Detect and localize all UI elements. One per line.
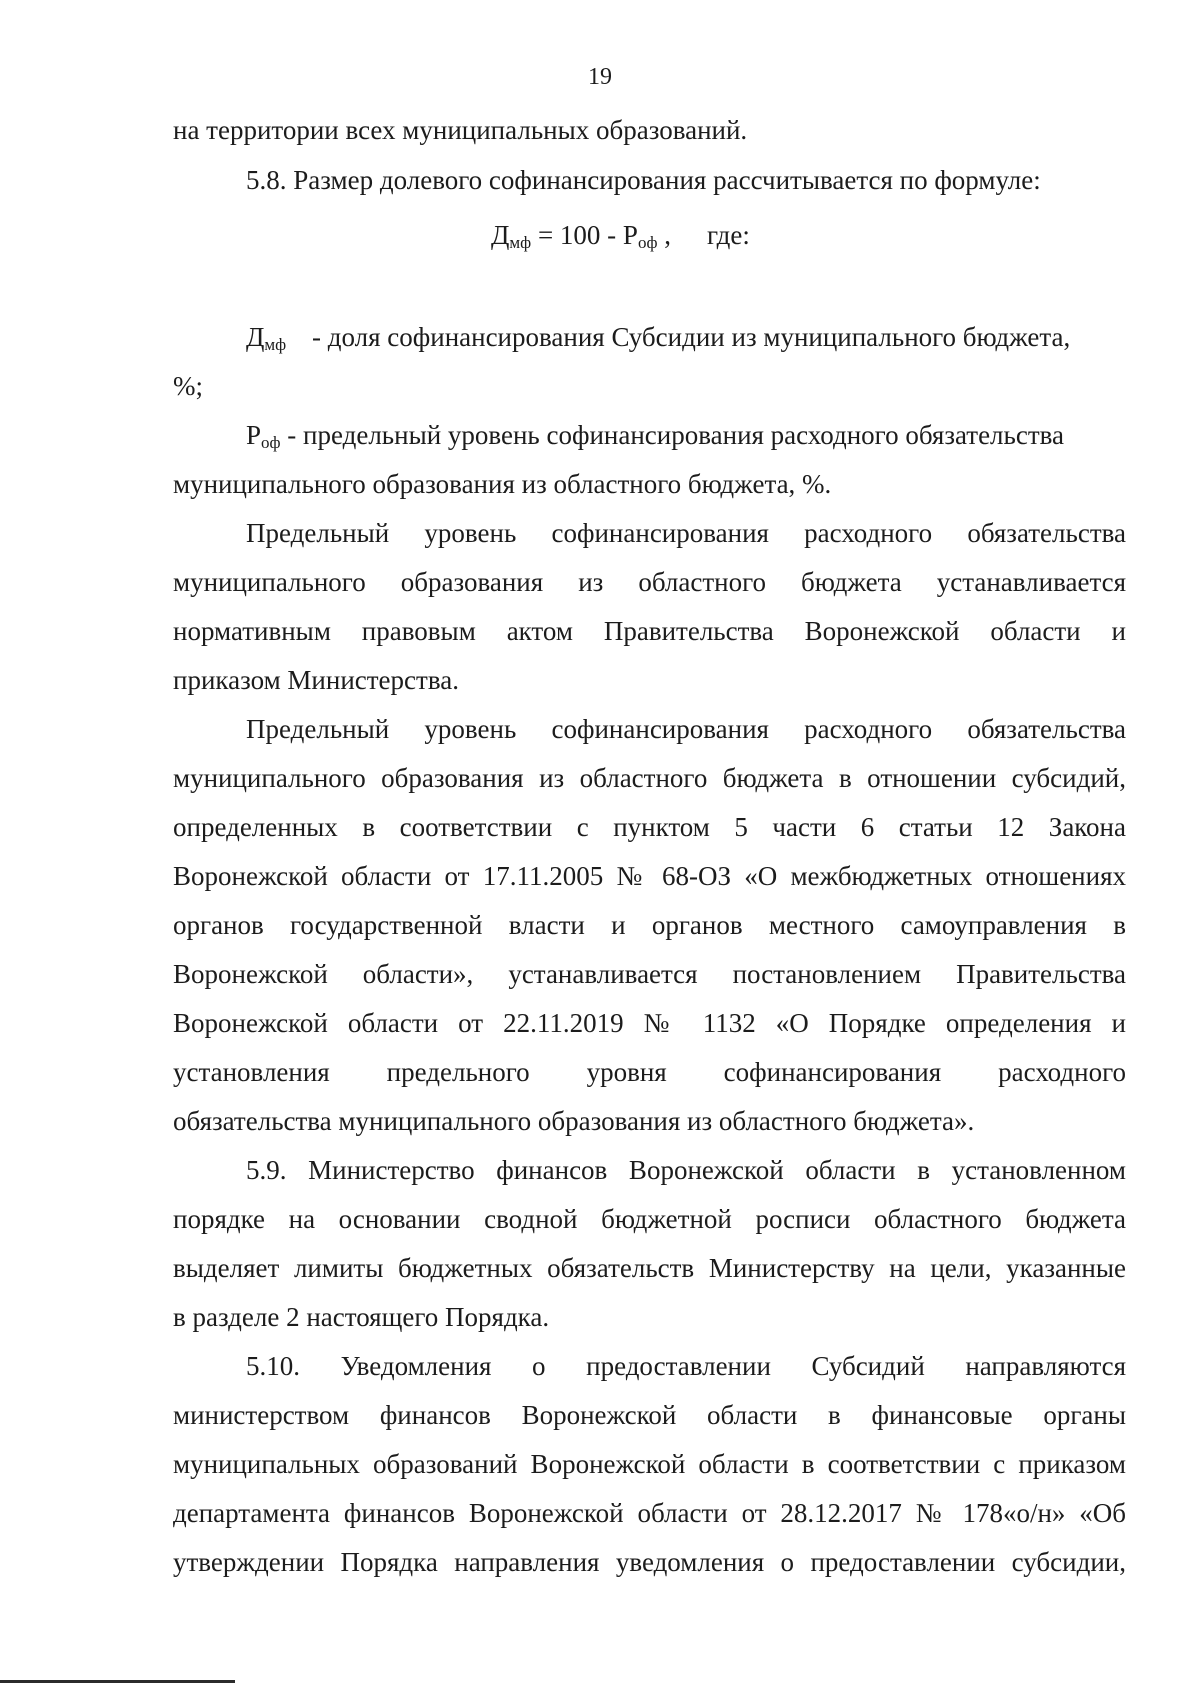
text-line: определенных в соответствии с пунктом 5 части 6 статьи 12 Закона <box>173 812 1126 842</box>
text-line: Воронежской области от 22.11.2019 № 1132 «О Порядке определения и <box>173 1008 1126 1038</box>
text-line: министерством финансов Воронежской области в финансовые органы <box>173 1400 1126 1430</box>
text-line: порядке на основании сводной бюджетной росписи областного бюджета <box>173 1204 1126 1234</box>
text-line: приказом Министерства. <box>173 665 459 695</box>
symbol-rof: $Р_{оф}$ <box>246 420 281 452</box>
formula-lhs-subscript: мф <box>509 233 532 252</box>
text-line: обязательства муниципального образования из областного бюджета». <box>173 1106 975 1136</box>
symbol-dmf-text: - доля софинансирования Субсидии из муниципального бюджета, <box>312 322 1071 352</box>
text-line: Предельный уровень софинансирования расходного обязательства <box>246 518 1126 548</box>
text-line: Воронежской области от 17.11.2005 № 68-ОЗ «О межбюджетных отношениях <box>173 861 1126 891</box>
symbol-dmf: $Д_{мф}$ <box>246 322 287 354</box>
text-line: муниципальных образований Воронежской области в соответствии с приказом <box>173 1449 1126 1479</box>
text-line: выделяет лимиты бюджетных обязательств Министерству на цели, указанные <box>173 1253 1126 1283</box>
text-line: 5.8. Размер долевого софинансирования рассчитывается по формуле: <box>246 165 1041 195</box>
text-line: Предельный уровень софинансирования расходного обязательства <box>246 714 1126 744</box>
text-line: департамента финансов Воронежской области от 28.12.2017 № 178«о/н» «Об <box>173 1498 1126 1528</box>
symbol-definition-dmf <box>246 320 1126 354</box>
text-line: нормативным правовым актом Правительства Воронежской области и <box>173 616 1126 646</box>
text-line: муниципального образования из областного бюджета в отношении субсидий, <box>173 763 1126 793</box>
formula-rhs-subscript: оф <box>637 233 658 252</box>
formula-lhs: Д <box>491 220 510 250</box>
text-line: 5.10. Уведомления о предоставлении Субсидий направляются <box>246 1351 1126 1381</box>
symbol-definition-rof <box>246 418 1126 452</box>
formula-comma: , <box>657 220 671 250</box>
scan-edge-line <box>0 1680 1200 1689</box>
cofinancing-formula <box>491 218 750 252</box>
text-line: муниципального образования из областного бюджета устанавливается <box>173 567 1126 597</box>
text-line: Воронежской области», устанавливается постановлением Правительства <box>173 959 1126 989</box>
text-line: в разделе 2 настоящего Порядка. <box>173 1302 550 1332</box>
page-number: 19 <box>588 64 612 90</box>
text-line: установления предельного уровня софинансирования расходного <box>173 1057 1126 1087</box>
text-line: утверждении Порядка направления уведомления о предоставлении субсидии, <box>173 1547 1126 1577</box>
formula-middle: = 100 - Р <box>531 220 638 250</box>
text-line: 5.9. Министерство финансов Воронежской области в установленном <box>246 1155 1126 1185</box>
text-line: муниципального образования из областного бюджета, %. <box>173 469 832 499</box>
text-line: органов государственной власти и органов местного самоуправления в <box>173 910 1126 940</box>
symbol-rof-text: - предельный уровень софинансирования расходного обязательства <box>287 420 1064 450</box>
text-line: на территории всех муниципальных образований. <box>173 115 748 145</box>
text-line: %; <box>173 371 203 401</box>
formula-where: где: <box>706 220 750 250</box>
